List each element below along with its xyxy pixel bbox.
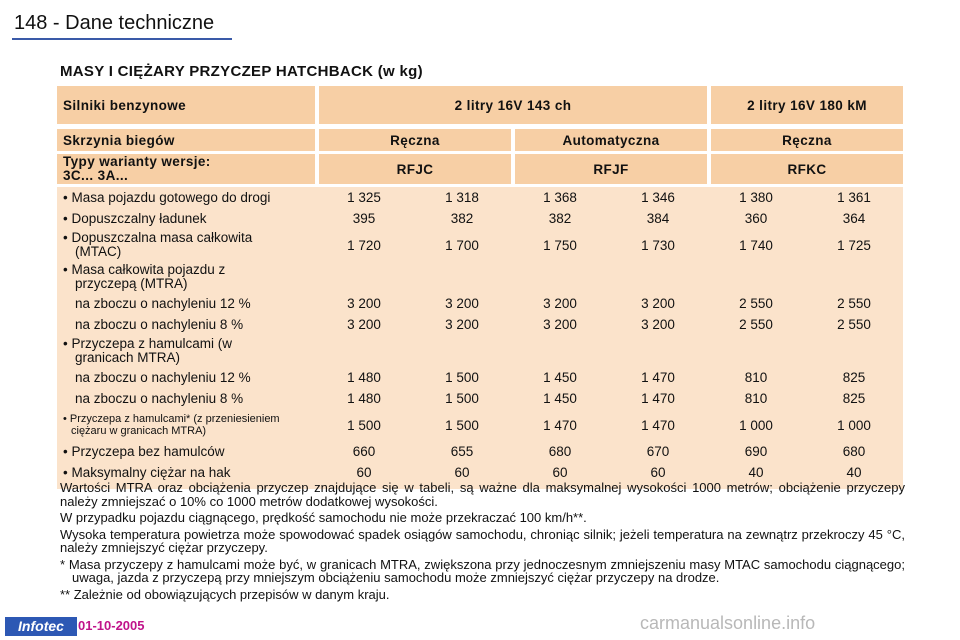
- watermark: carmanualsonline.info: [640, 613, 816, 633]
- section-title: MASY I CIĘŻARY PRZYCZEP HATCHBACK (w kg): [60, 63, 423, 80]
- table-row: na zboczu o nachyleniu 12 % 1 480 1 500 1 450 1 470 810 825: [57, 367, 903, 388]
- table-row: na zboczu o nachyleniu 12 % 3 200 3 200 3 200 3 200 2 550 2 550: [57, 293, 903, 314]
- note-speed: W przypadku pojazdu ciągnącego, prędkość samochodu nie może przekraczać 100 km/h**.: [60, 510, 587, 525]
- infotec-logo: Infotec: [5, 617, 77, 636]
- table-row: • Masa pojazdu gotowego do drogi 1 325 1 318 1 368 1 346 1 380 1 361: [57, 187, 903, 208]
- gearbox-row: [57, 129, 903, 151]
- table-row: • Masa całkowita pojazdu z przyczepą (MTRA): [57, 261, 903, 293]
- table-row: • Przyczepa z hamulcami* (z przeniesieniem ciężaru w granicach MTRA) 1 500 1 500 1 470 1 470 1 000 1 000: [57, 409, 903, 441]
- engine-a: 2 litry 16V 143 ch: [315, 86, 707, 124]
- page-title: 148 - Dane techniczne: [14, 12, 215, 34]
- note-asterisk: * Masa przyczepy z hamulcami może być, w granicach MTRA, zwiększona przy jednoczesnym zmniejszeniu masy MTAC samochodu ciągnącego; uwaga, jazda z przyczepą przy mniejszym obciążeniu samochodu może zmniejszyć ciężar przyczepy na drodze.: [60, 556, 905, 585]
- types-label: Typy warianty wersje: 3C... 3A...: [57, 154, 315, 184]
- trailer-weights-table: [57, 86, 903, 489]
- table-row: na zboczu o nachyleniu 8 % 3 200 3 200 3 200 3 200 2 550 2 550: [57, 314, 903, 335]
- table-row: • Dopuszczalna masa całkowita (MTAC) 1 720 1 700 1 750 1 730 1 740 1 725: [57, 229, 903, 261]
- type-3: RFKC: [707, 154, 903, 184]
- gearbox-1: Ręczna: [315, 129, 511, 151]
- gearbox-label: Skrzynia biegów: [57, 129, 315, 151]
- note-altitude: Wartości MTRA oraz obciążenia przyczep znajdujące się w tabeli, są ważne dla maksymalnej wysokości 1000 metrów; obciążenie przyczepy należy zmniejszać o 10% co 1000 metrów dodatkowej wysokości.: [60, 480, 905, 509]
- table-row: • Przyczepa z hamulcami (w granicach MTRA): [57, 335, 903, 367]
- page-header: [12, 4, 272, 42]
- engine-b: 2 litry 16V 180 kM: [707, 86, 903, 124]
- note-double-asterisk: ** Zależnie od obowiązujących przepisów w danym kraju.: [60, 586, 390, 602]
- table-row: • Dopuszczalny ładunek 395 382 382 384 360 364: [57, 208, 903, 229]
- engine-label: Silniki benzynowe: [57, 86, 315, 124]
- notes: [60, 481, 905, 604]
- types-row: [57, 154, 903, 184]
- table-row: • Maksymalny ciężar na hak 60 60 60 60 40 40: [57, 462, 903, 483]
- engine-row: [57, 86, 903, 124]
- gearbox-3: Ręczna: [707, 129, 903, 151]
- table-row: • Przyczepa bez hamulców 660 655 680 670 690 680: [57, 441, 903, 462]
- footer-date: 01-10-2005: [78, 618, 145, 633]
- type-1: RFJC: [315, 154, 511, 184]
- header-rule: [12, 38, 232, 40]
- type-2: RFJF: [511, 154, 707, 184]
- note-temperature: Wysoka temperatura powietrza może spowodować spadek osiągów samochodu, chroniąc silnik; jeżeli temperatura na zewnątrz przekroczy 45 °C, należy zmniejszyć ciężar przyczepy.: [60, 526, 905, 555]
- gearbox-2: Automatyczna: [511, 129, 707, 151]
- table-row: na zboczu o nachyleniu 8 % 1 480 1 500 1 450 1 470 810 825: [57, 388, 903, 409]
